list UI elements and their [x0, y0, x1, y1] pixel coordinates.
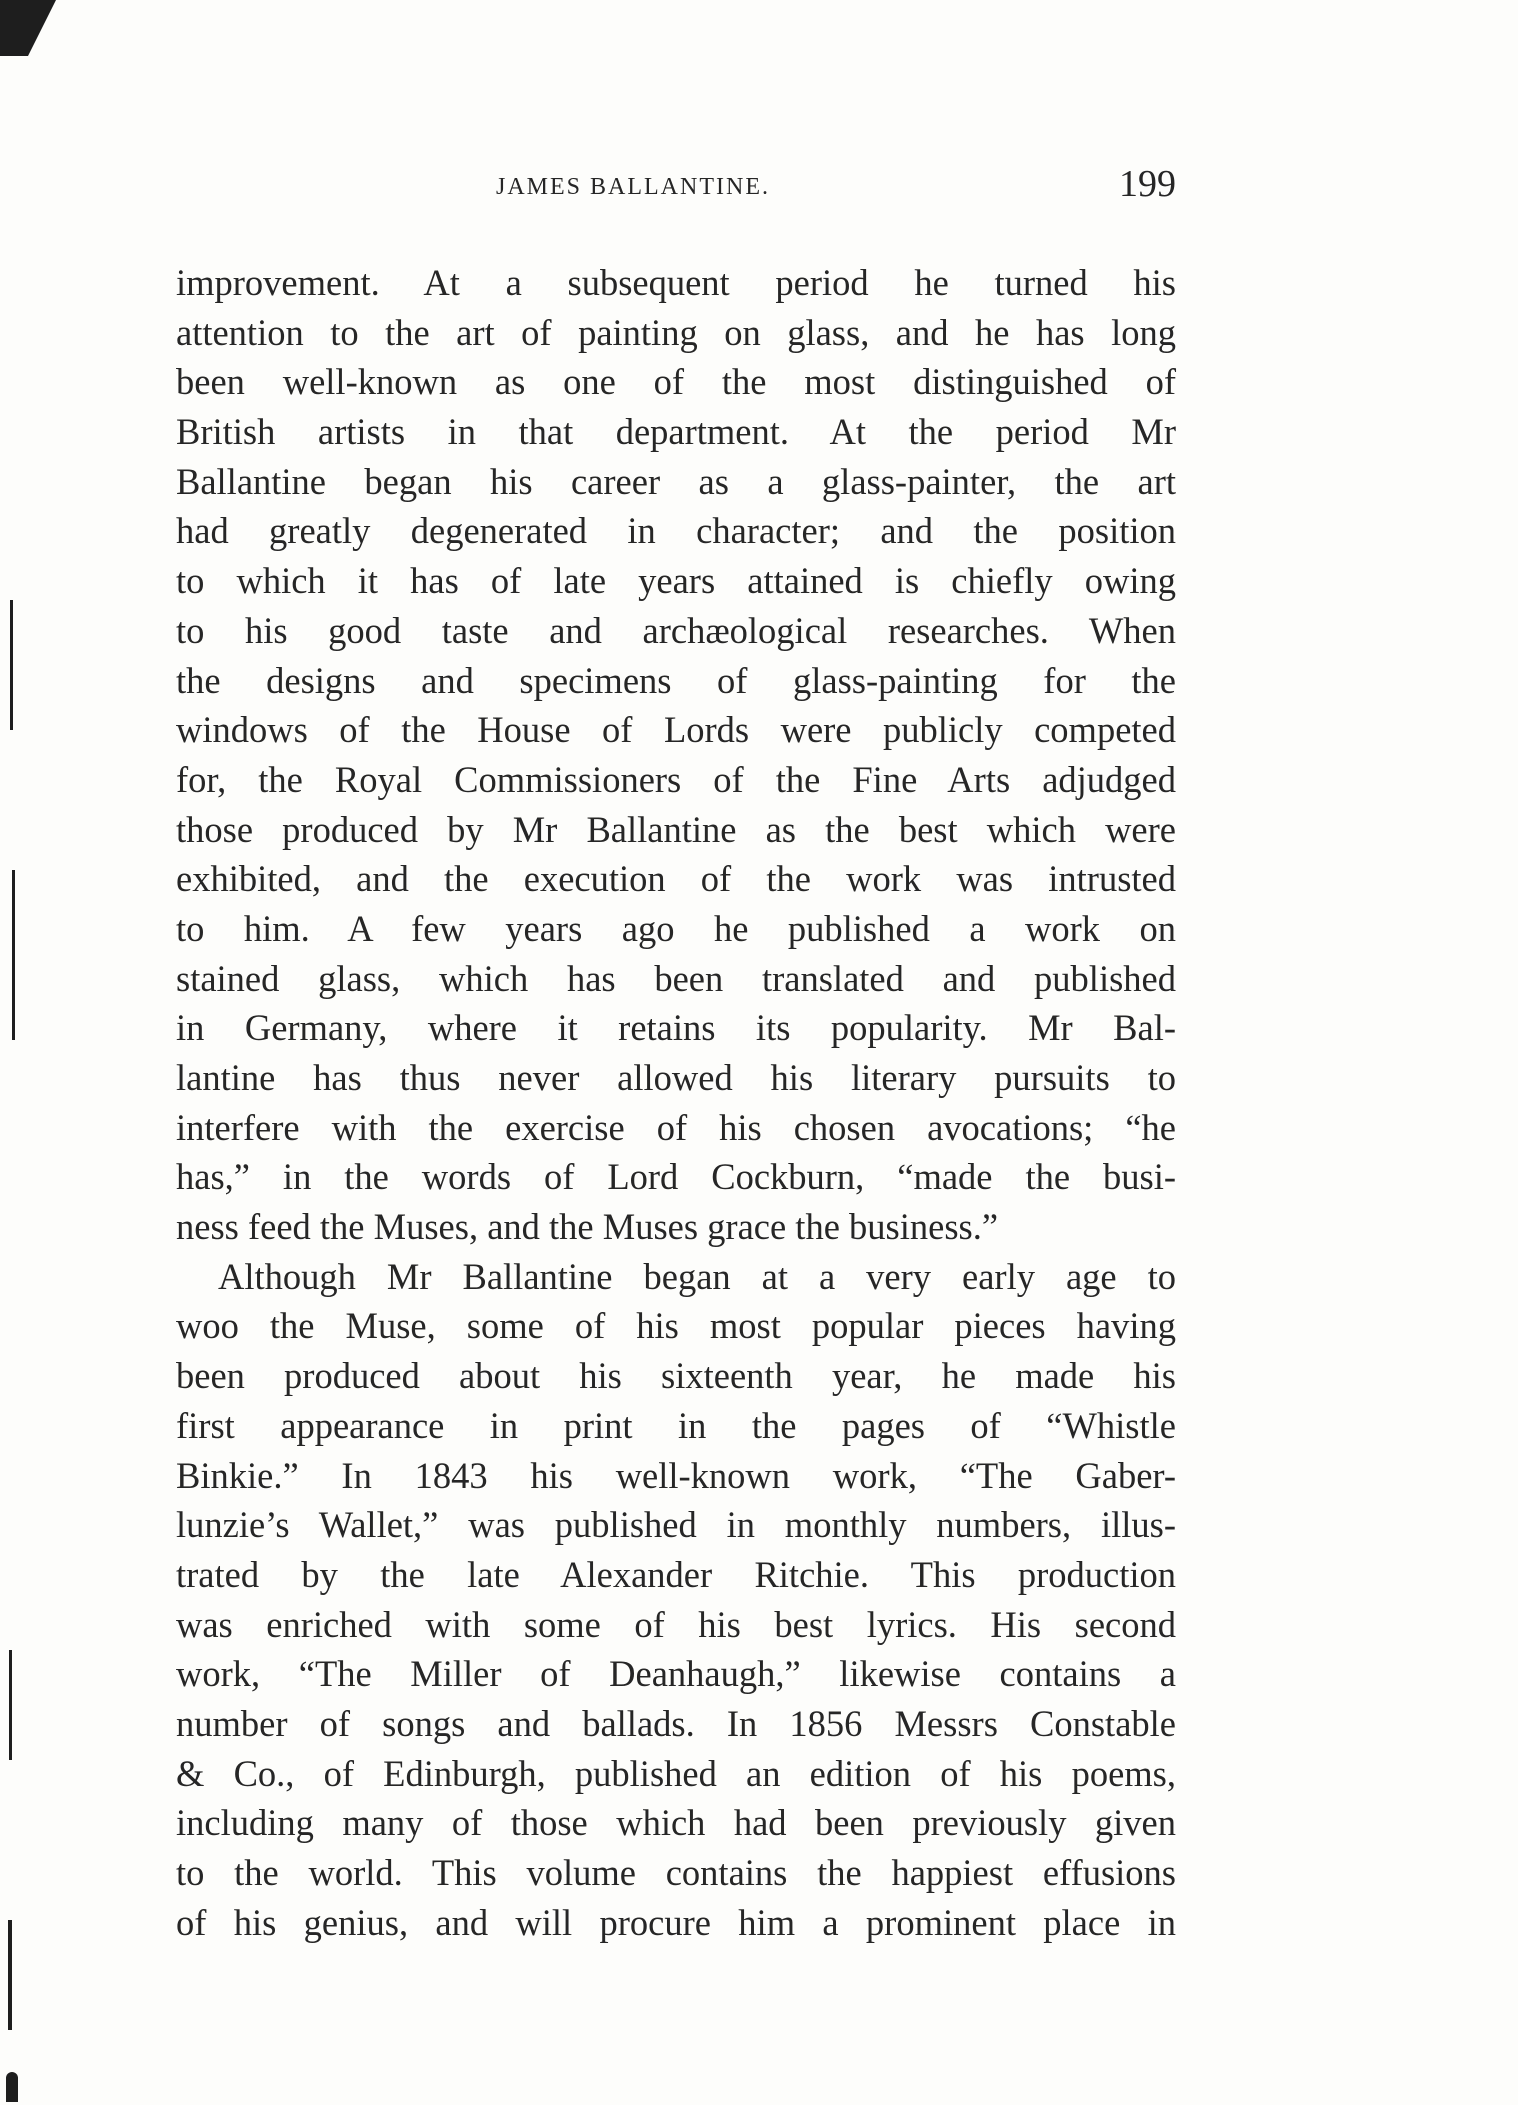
text-line: those produced by Mr Ballantine as the best which were: [176, 808, 1176, 850]
text-line: interfere with the exercise of his chosen avocations; “he: [176, 1106, 1176, 1148]
text-line: for, the Royal Commissioners of the Fine Arts adjudged: [176, 758, 1176, 800]
body-text: [176, 258, 1176, 1947]
text-line: has,” in the words of Lord Cockburn, “made the busi-: [176, 1156, 1176, 1198]
edge-scan-mark: [9, 1650, 12, 1760]
text-line: including many of those which had been previously given: [176, 1802, 1176, 1844]
text-line: had greatly degenerated in character; and the position: [176, 510, 1176, 552]
edge-scan-mark: [6, 2072, 18, 2102]
text-line: was enriched with some of his best lyrics. His second: [176, 1603, 1176, 1645]
text-line: trated by the late Alexander Ritchie. This production: [176, 1553, 1176, 1595]
text-line: stained glass, which has been translated and published: [176, 957, 1176, 999]
edge-scan-mark: [10, 600, 13, 730]
text-line: woo the Muse, some of his most popular pieces having: [176, 1305, 1176, 1347]
text-line: to him. A few years ago he published a work on: [176, 907, 1176, 949]
text-line: in Germany, where it retains its popularity. Mr Bal-: [176, 1007, 1176, 1049]
text-line: lunzie’s Wallet,” was published in monthly numbers, illus-: [176, 1504, 1176, 1546]
text-line: Ballantine began his career as a glass-painter, the art: [176, 460, 1176, 502]
text-line: & Co., of Edinburgh, published an edition of his poems,: [176, 1752, 1176, 1794]
text-line: windows of the House of Lords were publicly competed: [176, 709, 1176, 751]
text-line: been well-known as one of the most distinguished of: [176, 361, 1176, 403]
text-line: ness feed the Muses, and the Muses grace the business.”: [176, 1206, 999, 1248]
running-title: JAMES BALLANTINE.: [496, 174, 770, 200]
text-line: number of songs and ballads. In 1856 Messrs Constable: [176, 1702, 1176, 1744]
text-line: attention to the art of painting on glass, and he has long: [176, 311, 1176, 353]
text-line: to his good taste and archæological researches. When: [176, 609, 1176, 651]
text-line: work, “The Miller of Deanhaugh,” likewise contains a: [176, 1653, 1176, 1695]
paragraph-start-line: Although Mr Ballantine began at a very early age to: [218, 1255, 1176, 1297]
text-line: exhibited, and the execution of the work was intrusted: [176, 858, 1176, 900]
running-head: [176, 160, 1176, 210]
text-line: improvement. At a subsequent period he turned his: [176, 262, 1176, 303]
text-line: of his genius, and will procure him a prominent place in: [176, 1901, 1176, 1943]
edge-scan-mark: [12, 870, 15, 1040]
page-number: 199: [1119, 163, 1176, 205]
corner-scan-mark: [0, 0, 56, 56]
text-line: British artists in that department. At the period Mr: [176, 411, 1176, 453]
text-line: to which it has of late years attained is chiefly owing: [176, 560, 1176, 602]
text-line: the designs and specimens of glass-painting for the: [176, 659, 1176, 701]
text-line: Binkie.” In 1843 his well-known work, “The Gaber-: [176, 1454, 1176, 1496]
text-line: lantine has thus never allowed his literary pursuits to: [176, 1057, 1176, 1098]
edge-scan-mark: [8, 1920, 12, 2030]
text-line: been produced about his sixteenth year, he made his: [176, 1355, 1176, 1397]
text-line: first appearance in print in the pages of “Whistle: [176, 1404, 1176, 1446]
text-line: to the world. This volume contains the happiest effusions: [176, 1852, 1176, 1893]
